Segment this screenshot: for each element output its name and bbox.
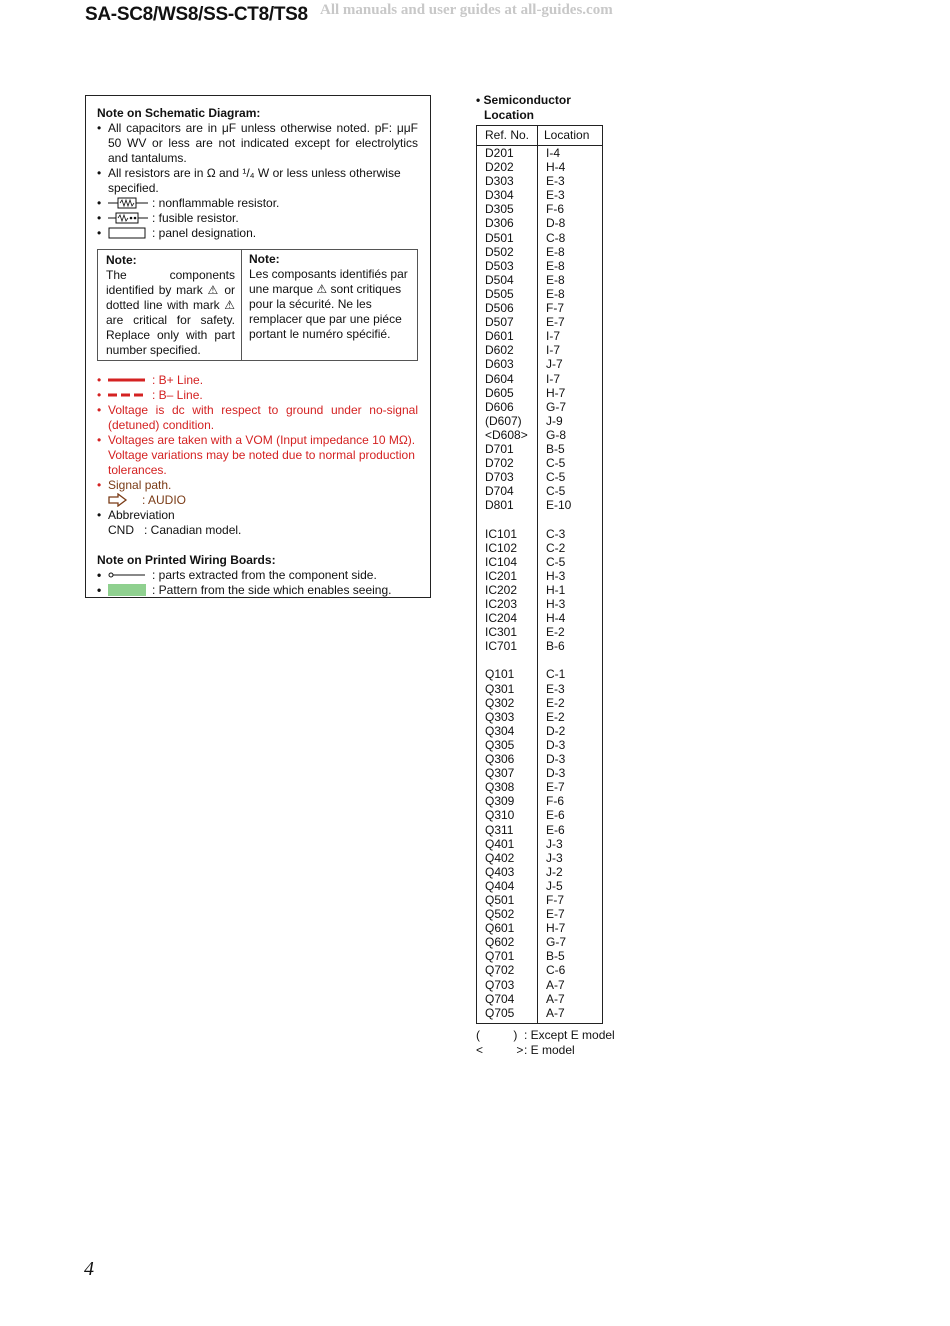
ref-no-cell: D505	[485, 286, 514, 301]
schematic-notes-title: Note on Schematic Diagram:	[97, 106, 261, 120]
location-cell: B-6	[546, 639, 565, 654]
ref-no-cell: D306	[485, 216, 514, 231]
location-cell: C-2	[546, 540, 566, 555]
ref-no-cell: Q401	[485, 836, 515, 851]
location-cell: C-5	[546, 456, 566, 471]
bullet: •	[97, 196, 102, 210]
ref-no-cell: D606	[485, 399, 514, 414]
ref-no-cell: D604	[485, 371, 514, 386]
ref-no-cell: D503	[485, 258, 514, 273]
table-row	[477, 823, 602, 837]
safety-note-table	[97, 249, 418, 361]
location-cell: E-2	[546, 695, 565, 710]
location-cell: A-7	[546, 977, 565, 992]
table-row	[477, 329, 602, 343]
table-row	[477, 202, 602, 216]
safety-note-en: Note: The components identified by mark ⚠ or dotted line with mark ⚠ are critical for safety. Replace only with part number specified.	[98, 250, 242, 360]
location-cell: J-9	[546, 413, 563, 428]
table-row	[477, 583, 602, 597]
location-cell	[538, 653, 546, 667]
table-row	[477, 625, 602, 639]
ref-no-cell: D801	[485, 498, 514, 513]
note-nonflammable: • : nonflammable resistor.	[97, 196, 280, 210]
location-cell: G-8	[546, 427, 567, 442]
bullet: •	[97, 388, 102, 402]
note-signal-path: • Signal path.	[97, 478, 172, 492]
footnote-e-model: < > : E model	[476, 1043, 575, 1057]
note-abbreviation: • Abbreviation	[97, 508, 175, 522]
table-row	[477, 541, 602, 555]
extracted-part-icon	[108, 569, 148, 581]
ref-no-cell: IC204	[485, 611, 518, 626]
col-location: Location	[544, 128, 590, 142]
location-cell: C-6	[546, 963, 566, 978]
table-body	[477, 146, 602, 1024]
note-voltage-vom: • Voltages are taken with a VOM (Input impedance 10 MΩ). Voltage variations may be noted due to normal production tolerances.	[97, 433, 416, 477]
table-row	[477, 935, 602, 949]
table-row	[477, 667, 602, 681]
location-cell: H-1	[546, 582, 566, 597]
bullet: •	[97, 478, 102, 492]
ref-no-cell	[477, 512, 538, 526]
bullet: •	[97, 211, 102, 225]
ref-no-cell: Q307	[485, 766, 515, 781]
ref-no-cell: Q302	[485, 695, 515, 710]
ref-no-cell: <D608>	[485, 427, 528, 442]
table-row	[477, 287, 602, 301]
page-number: 4	[84, 1258, 94, 1280]
table-row	[477, 724, 602, 738]
table-row	[477, 259, 602, 273]
table-row	[477, 428, 602, 442]
location-cell: H-3	[546, 597, 566, 611]
location-cell: J-7	[546, 357, 563, 372]
ref-no-cell	[477, 653, 538, 667]
model-title: SA-SC8/WS8/SS-CT8/TS8	[85, 4, 308, 25]
location-cell: J-5	[546, 878, 563, 893]
location-cell: I-7	[546, 371, 561, 386]
location-cell: C-3	[546, 526, 566, 541]
bullet: •	[97, 583, 102, 597]
location-cell: C-5	[546, 554, 566, 569]
note-panel: • : panel designation.	[97, 226, 257, 240]
table-row	[477, 527, 602, 541]
location-cell: H-4	[546, 160, 566, 175]
fusible-resistor-icon	[108, 212, 148, 224]
location-cell: F-7	[546, 301, 564, 316]
bullet: •	[97, 166, 102, 180]
ref-no-cell: Q702	[485, 963, 515, 978]
col-ref-no: Ref. No.	[477, 126, 538, 145]
location-cell: J-3	[546, 850, 563, 865]
ref-no-cell: Q704	[485, 991, 515, 1006]
ref-no-cell: D602	[485, 343, 514, 358]
bullet: •	[97, 121, 102, 135]
pwb-notes-title: Note on Printed Wiring Boards:	[97, 553, 276, 567]
location-cell: B-5	[546, 949, 565, 964]
location-cell: E-7	[546, 315, 565, 330]
ref-no-cell: IC102	[485, 540, 518, 555]
table-row	[477, 794, 602, 808]
ref-no-cell: D502	[485, 244, 514, 259]
table-row	[477, 682, 602, 696]
footnotes	[476, 1028, 615, 1058]
location-cell: F-6	[546, 202, 564, 217]
table-row	[477, 160, 602, 174]
location-cell: E-7	[546, 907, 565, 922]
notes-box	[85, 95, 431, 598]
table-row	[477, 231, 602, 245]
location-cell: H-3	[546, 568, 566, 583]
location-cell: C-1	[546, 667, 566, 682]
ref-no-cell: D202	[485, 160, 514, 175]
table-row	[477, 456, 602, 470]
ref-no-cell: Q705	[485, 1005, 515, 1020]
ref-no-cell: (D607)	[485, 413, 522, 428]
ref-no-cell: Q701	[485, 949, 515, 964]
location-cell: H-7	[546, 385, 566, 400]
location-cell: D-2	[546, 723, 566, 738]
location-cell: E-3	[546, 681, 565, 696]
table-row	[477, 1006, 602, 1020]
location-cell: C-5	[546, 470, 566, 485]
table-row	[477, 498, 602, 512]
table-row	[477, 837, 602, 851]
location-cell: I-7	[546, 329, 561, 344]
table-row	[477, 555, 602, 569]
ref-no-cell: Q309	[485, 794, 515, 809]
panel-designation-icon	[108, 227, 148, 239]
ref-no-cell: Q402	[485, 850, 515, 865]
ref-no-cell: IC202	[485, 582, 518, 597]
ref-no-cell: Q301	[485, 681, 515, 696]
bullet: •	[97, 403, 102, 417]
table-row	[477, 653, 602, 667]
location-cell: J-2	[546, 864, 563, 879]
table-row	[477, 512, 602, 526]
location-cell: E-3	[546, 174, 565, 189]
table-row	[477, 442, 602, 456]
location-cell: C-8	[546, 230, 566, 245]
table-row	[477, 470, 602, 484]
safety-note-fr: Note: Les composants identifiés par une marque ⚠ sont critiques pour la sécurité. Ne les remplacer que par une piéce portant le numéro spécifié.	[249, 252, 408, 341]
semiconductor-heading: • Semiconductor Location	[476, 93, 571, 122]
ref-no-cell: IC201	[485, 568, 518, 583]
page-header	[85, 4, 308, 26]
b-minus-line-icon	[108, 389, 148, 401]
ref-no-cell: IC701	[485, 639, 518, 654]
bullet: •	[97, 508, 102, 522]
location-cell: A-7	[546, 1005, 565, 1020]
note-fusible: • : fusible resistor.	[97, 211, 239, 225]
table-row	[477, 893, 602, 907]
ref-no-cell: D506	[485, 301, 514, 316]
ref-no-cell: Q303	[485, 709, 515, 724]
location-cell: D-3	[546, 752, 566, 767]
pattern-swatch-icon	[108, 584, 148, 596]
ref-no-cell: D303	[485, 174, 514, 189]
location-cell: F-6	[546, 794, 564, 809]
note-parts-extracted: • : parts extracted from the component side.	[97, 568, 377, 582]
table-row	[477, 414, 602, 428]
location-cell: E-3	[546, 188, 565, 203]
audio-arrow-icon	[108, 493, 128, 507]
bullet: •	[97, 433, 102, 447]
table-rows	[477, 146, 602, 1020]
ref-no-cell: D601	[485, 329, 514, 344]
location-cell: C-5	[546, 484, 566, 499]
location-cell: E-8	[546, 258, 565, 273]
ref-no-cell: Q601	[485, 921, 515, 936]
ref-no-cell: Q306	[485, 752, 515, 767]
table-row	[477, 484, 602, 498]
table-row	[477, 315, 602, 329]
table-row	[477, 216, 602, 230]
location-cell: I-7	[546, 343, 561, 358]
table-row	[477, 851, 602, 865]
ref-no-cell: Q308	[485, 780, 515, 795]
location-cell: E-8	[546, 244, 565, 259]
watermark: All manuals and user guides at all-guides.com	[320, 2, 613, 18]
location-cell: D-3	[546, 737, 566, 752]
ref-no-cell: Q311	[485, 822, 514, 837]
ref-no-cell: Q305	[485, 737, 515, 752]
ref-no-cell: D504	[485, 272, 514, 287]
ref-no-cell: Q502	[485, 907, 515, 922]
note-b-plus-line: • : B+ Line.	[97, 373, 204, 387]
table-row	[477, 611, 602, 625]
table-row	[477, 907, 602, 921]
ref-no-cell: Q101	[485, 667, 515, 682]
location-cell: A-7	[546, 991, 565, 1006]
table-row	[477, 696, 602, 710]
table-row	[477, 597, 602, 611]
b-plus-line-icon	[108, 374, 148, 386]
location-cell: E-6	[546, 808, 565, 823]
table-row	[477, 188, 602, 202]
table-row	[477, 357, 602, 371]
ref-no-cell: Q304	[485, 723, 515, 738]
location-cell: E-6	[546, 822, 565, 837]
note-resistors: • All resistors are in Ω and ¹/₄ W or less unless otherwise specified.	[97, 166, 401, 195]
location-cell: E-10	[546, 498, 572, 513]
ref-no-cell: D703	[485, 470, 514, 485]
table-row	[477, 146, 602, 160]
footnote-except-e: ( ) : Except E model	[476, 1028, 615, 1042]
table-row	[477, 949, 602, 963]
note-voltage-dc: • Voltage is dc with respect to ground under no-signal (detuned) condition.	[97, 403, 418, 432]
table-row	[477, 400, 602, 414]
ref-no-cell: Q310	[485, 808, 515, 823]
ref-no-cell: IC104	[485, 554, 518, 569]
table-row	[477, 569, 602, 583]
table-row	[477, 343, 602, 357]
ref-no-cell: IC301	[485, 625, 518, 640]
location-cell: E-2	[546, 709, 565, 724]
table-row	[477, 174, 602, 188]
location-cell: I-4	[546, 146, 561, 160]
table-row	[477, 879, 602, 893]
ref-no-cell: IC101	[485, 526, 518, 541]
ref-no-cell: Q501	[485, 892, 515, 907]
ref-no-cell: Q404	[485, 878, 515, 893]
bullet: •	[97, 568, 102, 582]
table-row	[477, 301, 602, 315]
bullet: •	[97, 226, 102, 240]
table-row	[477, 752, 602, 766]
table-row	[477, 978, 602, 992]
location-cell: G-7	[546, 935, 567, 950]
ref-no-cell: D507	[485, 315, 514, 330]
table-header	[477, 126, 602, 146]
table-row	[477, 992, 602, 1006]
signal-audio: : AUDIO	[97, 493, 418, 508]
table-row	[477, 273, 602, 287]
location-cell: H-7	[546, 921, 566, 936]
semiconductor-location-table	[476, 125, 603, 1024]
table-row	[477, 372, 602, 386]
table-row	[477, 808, 602, 822]
location-cell: D-3	[546, 766, 566, 781]
note-capacitors: • All capacitors are in μF unless otherwise noted. pF: μμF 50 WV or less are not indicated except for electrolytics and tantalums.	[97, 121, 418, 165]
location-cell: E-8	[546, 272, 565, 287]
abbreviation-cnd: CND : Canadian model.	[108, 523, 242, 537]
location-cell: E-2	[546, 625, 565, 640]
location-cell: F-7	[546, 892, 564, 907]
note-pattern: • : Pattern from the side which enables seeing.	[97, 583, 392, 597]
table-row	[477, 921, 602, 935]
nonflammable-resistor-icon	[108, 197, 148, 209]
table-row	[477, 780, 602, 794]
ref-no-cell: Q703	[485, 977, 515, 992]
table-row	[477, 639, 602, 653]
ref-no-cell: D605	[485, 385, 514, 400]
table-row	[477, 710, 602, 724]
table-row	[477, 963, 602, 977]
ref-no-cell: Q403	[485, 864, 515, 879]
location-cell: E-7	[546, 780, 565, 795]
ref-no-cell: D501	[485, 230, 514, 245]
location-cell	[538, 512, 546, 526]
location-cell: J-3	[546, 836, 563, 851]
ref-no-cell: D603	[485, 357, 514, 372]
ref-no-cell: D201	[485, 146, 514, 160]
ref-no-cell: Q602	[485, 935, 515, 950]
location-cell: E-8	[546, 286, 565, 301]
ref-no-cell: D304	[485, 188, 514, 203]
location-cell: D-8	[546, 216, 566, 231]
table-row	[477, 738, 602, 752]
table-row	[477, 245, 602, 259]
location-cell: G-7	[546, 399, 567, 414]
ref-no-cell: IC203	[485, 597, 518, 611]
table-row	[477, 766, 602, 780]
note-b-minus-line: • : B– Line.	[97, 388, 203, 402]
ref-no-cell: D305	[485, 202, 514, 217]
table-row	[477, 386, 602, 400]
location-cell: B-5	[546, 441, 565, 456]
location-cell: H-4	[546, 611, 566, 626]
ref-no-cell: D704	[485, 484, 514, 499]
ref-no-cell: D702	[485, 456, 514, 471]
bullet: •	[97, 373, 102, 387]
ref-no-cell: D701	[485, 441, 514, 456]
table-row	[477, 865, 602, 879]
